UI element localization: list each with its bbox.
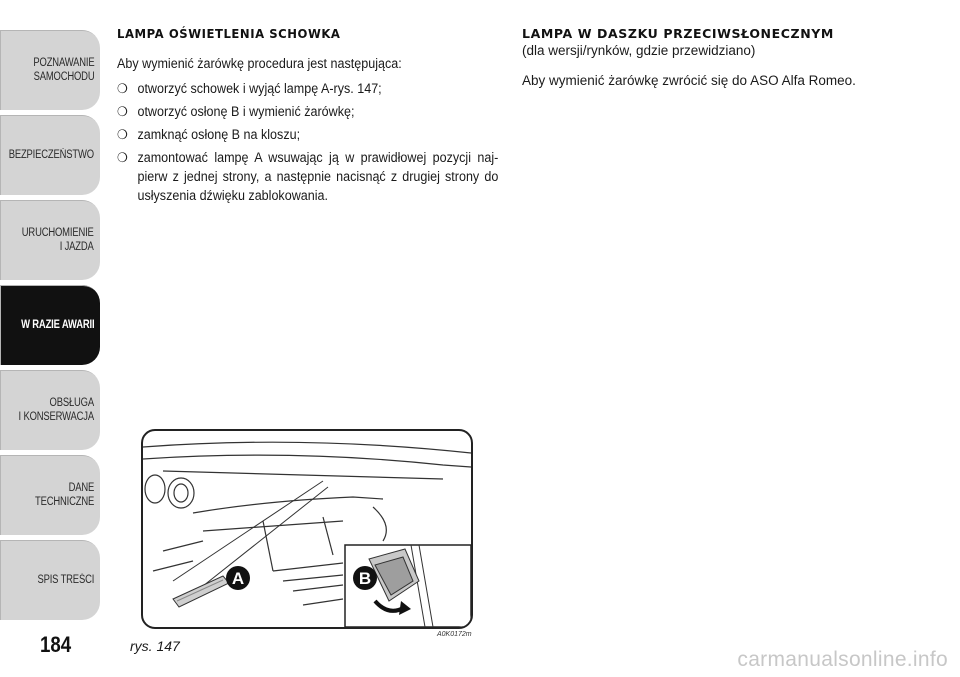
circle-bullet-icon: ❍ [117, 150, 128, 165]
step-text: zamknąć osłonę B na kloszu; [137, 127, 301, 142]
tab-bezpieczenstwo[interactable] [0, 115, 100, 195]
left-column-content [117, 26, 498, 205]
tab-poznawanie-samochodu[interactable] [0, 30, 100, 110]
tab-w-razie-awarii[interactable] [0, 285, 100, 365]
circle-bullet-icon: ❍ [117, 127, 128, 142]
tab-label: DANE TECHNICZNE [34, 482, 94, 508]
list-item [117, 79, 498, 98]
step-text: zamontować lampę A wsuwając ją w prawidłowej pozycji naj-pierw z jednej strony, a następnie nacisnąć z drugiej strony do usłyszenia dźwięku zablokowania. [137, 150, 499, 203]
tab-uruchomienie-i-jazda[interactable] [0, 200, 100, 280]
tab-label: OBSŁUGA I KONSERWACJA [18, 397, 94, 423]
tab-obsluga-i-konserwacja[interactable] [0, 370, 100, 450]
circle-bullet-icon: ❍ [117, 104, 128, 119]
figure-caption: rys. 147 [130, 638, 180, 654]
figure-code: A0K0172m [437, 631, 472, 638]
figure-label-b: B [358, 569, 372, 588]
step-text: otworzyć osłonę B i wymienić żarówkę; [137, 104, 355, 119]
section-heading: LAMPA OŚWIETLENIA SCHOWKA [117, 26, 341, 41]
page-number: 184 [40, 632, 72, 657]
tab-spis-tresci[interactable] [0, 540, 100, 620]
section-subheading: (dla wersji/rynków, gdzie przewidziano) [522, 43, 756, 58]
circle-bullet-icon: ❍ [117, 81, 128, 96]
tab-label: BEZPIECZEŃSTWO [8, 149, 94, 161]
figure-glovebox-lamp [141, 429, 473, 629]
glovebox-illustration [143, 431, 471, 627]
right-column [522, 22, 912, 90]
tab-label: POZNAWANIE SAMOCHODU [32, 57, 94, 83]
watermark: carmanualsonline.info [737, 648, 948, 671]
step-text: otworzyć schowek i wyjąć lampę A-rys. 147; [137, 81, 382, 96]
step-list [117, 79, 498, 205]
intro-text: Aby wymienić żarówkę procedura jest następująca: [117, 56, 402, 71]
body-text: Aby wymienić żarówkę zwrócić się do ASO Alfa Romeo. [522, 73, 856, 88]
left-column [117, 22, 507, 209]
tab-label: URUCHOMIENIE I JAZDA [22, 227, 94, 253]
tab-dane-techniczne[interactable] [0, 455, 100, 535]
tab-label: SPIS TREŚCI [37, 574, 94, 586]
list-item [117, 125, 498, 144]
list-item [117, 102, 498, 121]
list-item [117, 148, 498, 205]
figure-label-a: A [231, 569, 245, 588]
tab-label: W RAZIE AWARII [20, 319, 94, 331]
section-heading: LAMPA W DASZKU PRZECIWSŁONECZNYM [522, 26, 834, 41]
